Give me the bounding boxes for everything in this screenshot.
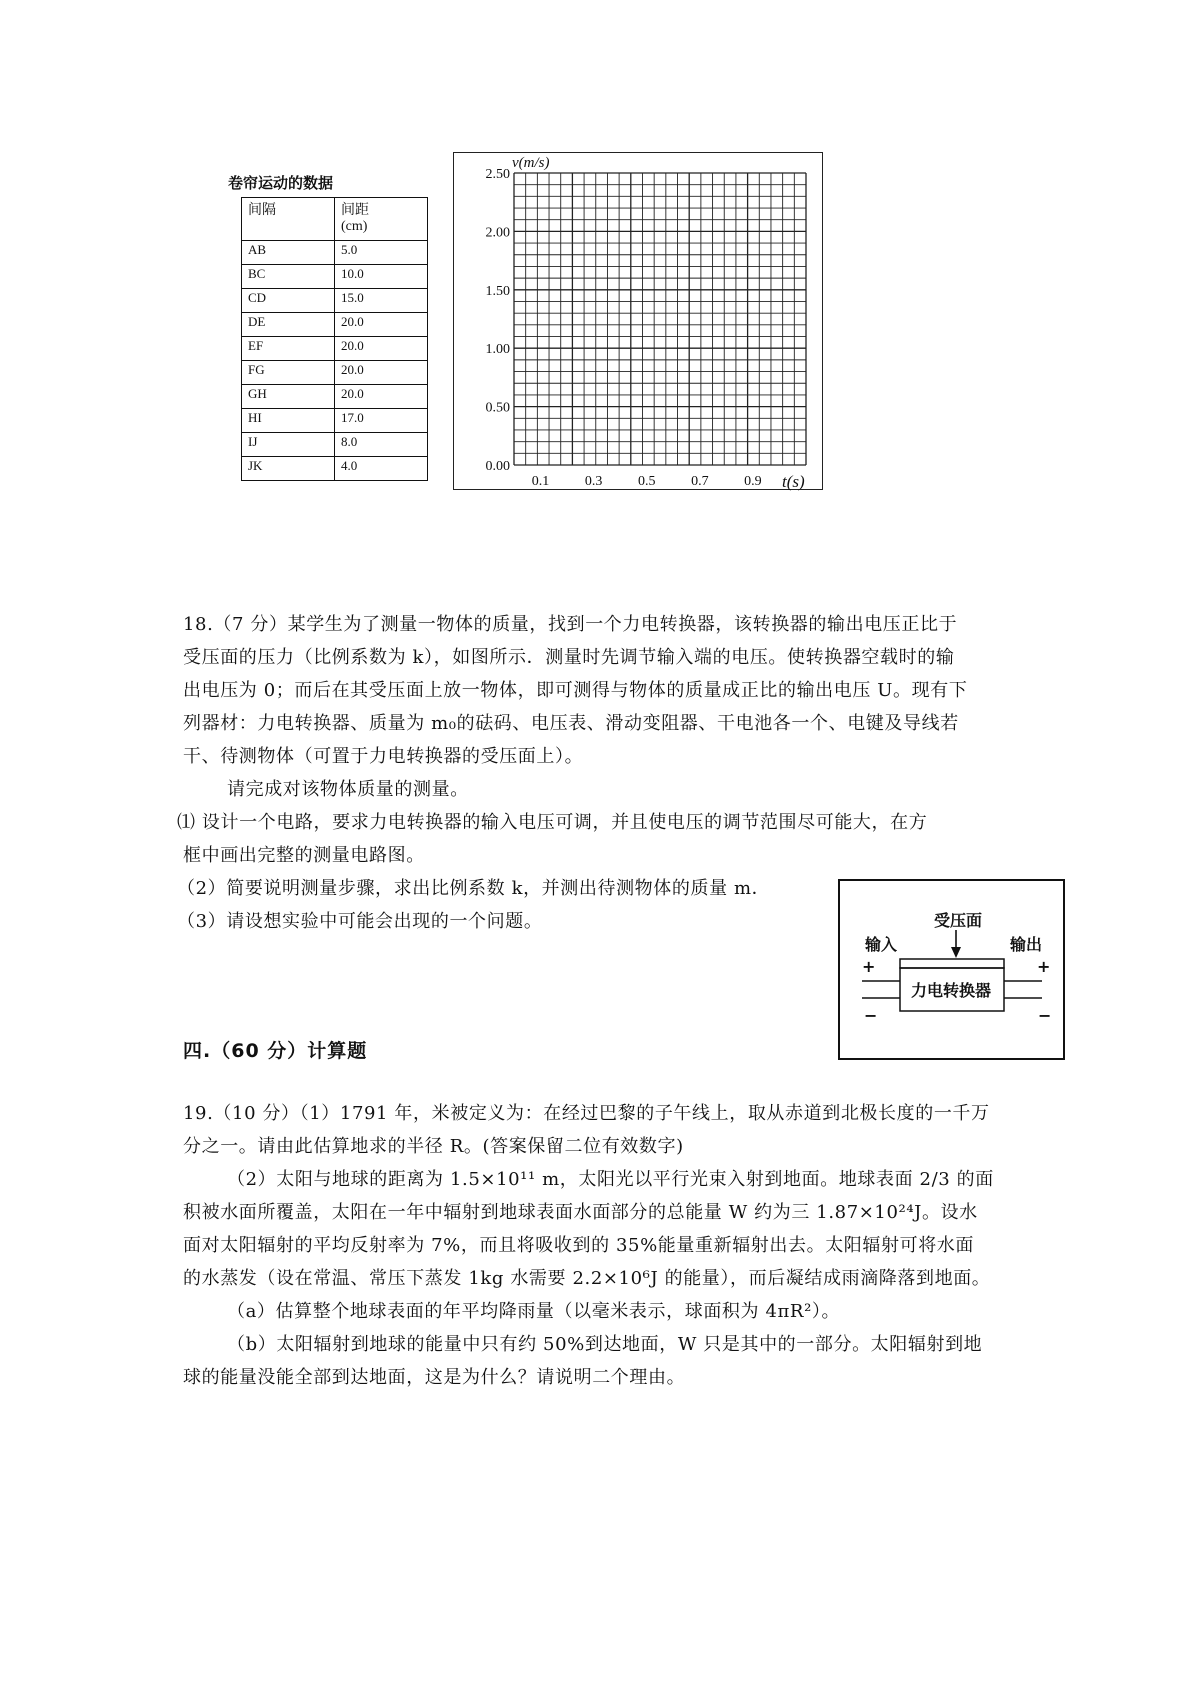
cell-distance: 20.0 xyxy=(335,337,428,361)
table-row xyxy=(242,433,428,457)
x-tick-label: 0.3 xyxy=(584,474,603,489)
output-label: 输出 xyxy=(1010,935,1043,954)
q19-line: （2）太阳与地球的距离为 1.5×10¹¹ m，太阳光以平行光束入射到地面。地球表面 2/3 的面 xyxy=(227,1169,994,1190)
q19-line: 球的能量没能全部到达地面，这是为什么？请说明二个理由。 xyxy=(183,1367,686,1388)
output-minus: − xyxy=(1038,1006,1052,1025)
table-row xyxy=(242,409,428,433)
cell-distance: 8.0 xyxy=(335,433,428,457)
y-tick-label: 2.00 xyxy=(485,225,510,241)
cell-interval: DE xyxy=(242,313,335,337)
table-row xyxy=(242,265,428,289)
q18-line: 受压面的压力（比例系数为 k），如图所示．测量时先调节输入端的电压。使转换器空载时的输 xyxy=(183,647,955,668)
cell-interval: BC xyxy=(242,265,335,289)
velocity-time-grid-chart xyxy=(453,152,823,490)
cell-distance: 17.0 xyxy=(335,409,428,433)
cell-distance: 15.0 xyxy=(335,289,428,313)
x-tick-label: 0.9 xyxy=(744,474,762,489)
cell-distance: 20.0 xyxy=(335,313,428,337)
header-interval: 间隔 xyxy=(242,198,335,241)
cell-distance: 20.0 xyxy=(335,385,428,409)
pressure-face-label: 受压面 xyxy=(934,911,983,930)
input-label: 输入 xyxy=(865,935,898,954)
converter-label: 力电转换器 xyxy=(911,981,992,1000)
cell-interval: GH xyxy=(242,385,335,409)
cell-interval: AB xyxy=(242,241,335,265)
header-distance xyxy=(335,198,428,241)
y-tick-label: 1.50 xyxy=(485,283,510,299)
y-tick-label: 2.50 xyxy=(485,167,510,182)
chart-svg xyxy=(454,153,824,491)
y-tick-label: 1.00 xyxy=(485,342,510,358)
data-table xyxy=(241,197,428,481)
input-minus: − xyxy=(864,1006,878,1025)
x-tick-label: 0.1 xyxy=(531,474,550,489)
q19-line: 分之一。请由此估算地求的半径 R。(答案保留二位有效数字) xyxy=(183,1136,684,1157)
q18-line: 列器材：力电转换器、质量为 m₀的砝码、电压表、滑动变阻器、干电池各一个、电键及导线若 xyxy=(183,713,959,734)
q19-text xyxy=(183,1097,1023,1394)
table-row xyxy=(242,361,428,385)
table-header-row xyxy=(242,198,428,241)
output-plus: + xyxy=(1037,957,1051,976)
q18-item1-a: ⑴ 设计一个电路，要求力电转换器的输入电压可调，并且使电压的调节范围尽可能大，在方 xyxy=(177,812,928,833)
header-distance-unit: (cm) xyxy=(341,219,368,234)
q18-line: 18.（7 分）某学生为了测量一物体的质量，找到一个力电转换器，该转换器的输出电压正比于 xyxy=(183,614,958,635)
cell-interval: HI xyxy=(242,409,335,433)
table-row xyxy=(242,241,428,265)
table-row xyxy=(242,289,428,313)
table-row xyxy=(242,313,428,337)
y-axis-label: v(m/s) xyxy=(512,155,550,171)
y-tick-label: 0.00 xyxy=(485,459,510,474)
converter-figure xyxy=(838,879,1065,1060)
table-row xyxy=(242,457,428,481)
q18-prompt: 请完成对该物体质量的测量。 xyxy=(227,779,469,800)
cell-interval: FG xyxy=(242,361,335,385)
q18-line: 出电压为 0；而后在其受压面上放一物体，即可测得与物体的质量成正比的输出电压 U。现有下 xyxy=(183,680,968,701)
q19-line: 的水蒸发（设在常温、常压下蒸发 1kg 水需要 2.2×10⁶J 的能量），而后凝结成雨滴降落到地面。 xyxy=(183,1268,991,1289)
q19-line: 积被水面所覆盖，太阳在一年中辐射到地球表面水面部分的总能量 W 约为三 1.87×10²⁴J。设水 xyxy=(183,1202,978,1223)
table-row xyxy=(242,337,428,361)
cell-interval: CD xyxy=(242,289,335,313)
cell-interval: JK xyxy=(242,457,335,481)
input-plus: + xyxy=(862,957,876,976)
table-row xyxy=(242,385,428,409)
cell-distance: 20.0 xyxy=(335,361,428,385)
cell-distance: 5.0 xyxy=(335,241,428,265)
q18-line: 干、待测物体（可置于力电转换器的受压面上）。 xyxy=(183,746,584,767)
table-title: 卷帘运动的数据 xyxy=(228,174,334,192)
q19-line: （b）太阳辐射到地球的能量中只有约 50%到达地面，W 只是其中的一部分。太阳辐射到地 xyxy=(227,1334,983,1355)
x-tick-label: 0.7 xyxy=(691,474,709,489)
section4-heading: 四.（60 分）计算题 xyxy=(183,1040,368,1062)
q19-line: 19.（10 分）（1）1791 年，米被定义为：在经过巴黎的子午线上，取从赤道到北极长度的一千万 xyxy=(183,1103,990,1124)
y-tick-label: 0.50 xyxy=(485,400,510,416)
cell-interval: EF xyxy=(242,337,335,361)
q18-item3: （3）请设想实验中可能会出现的一个问题。 xyxy=(177,911,543,932)
cell-distance: 4.0 xyxy=(335,457,428,481)
q18-item1-b: 框中画出完整的测量电路图。 xyxy=(183,845,425,866)
header-distance-label: 间距 xyxy=(341,202,369,218)
q19-line: （a）估算整个地球表面的年平均降雨量（以毫米表示，球面积为 4πR²）。 xyxy=(227,1301,841,1322)
x-tick-label: 0.5 xyxy=(637,474,656,489)
cell-interval: IJ xyxy=(242,433,335,457)
q18-item2: （2）简要说明测量步骤，求出比例系数 k，并测出待测物体的质量 m． xyxy=(177,878,771,899)
q19-line: 面对太阳辐射的平均反射率为 7%，而且将吸收到的 35%能量重新辐射出去。太阳辐射可将水面 xyxy=(183,1235,975,1256)
x-axis-label: t(s) xyxy=(782,472,805,491)
cell-distance: 10.0 xyxy=(335,265,428,289)
